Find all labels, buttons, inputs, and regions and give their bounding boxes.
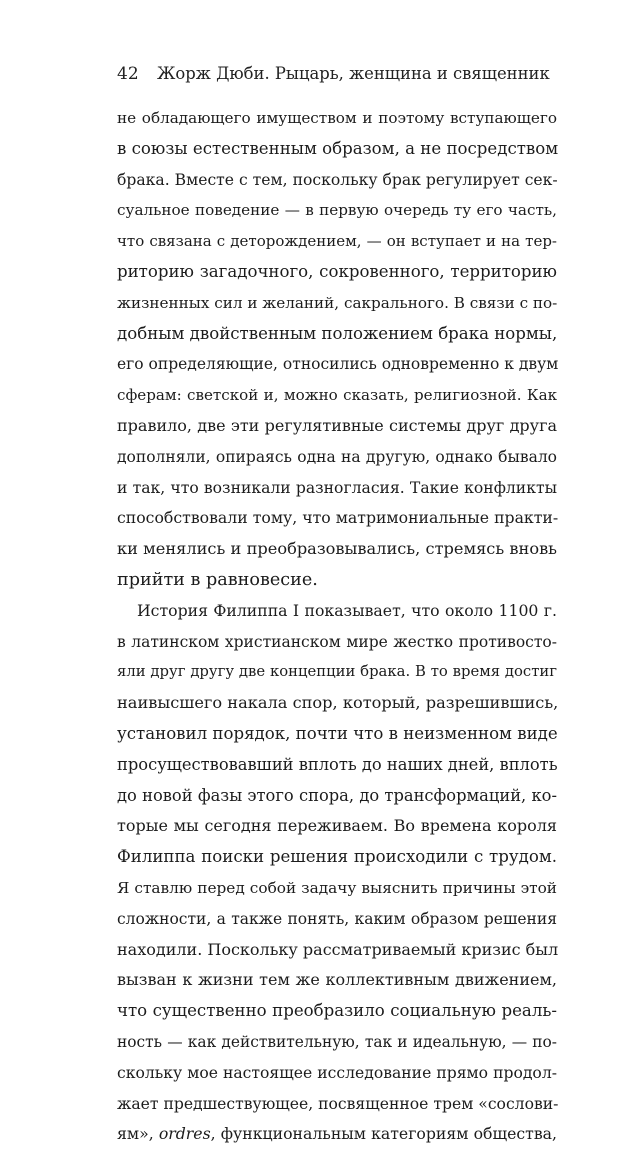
text-line: риторию загадочного, сокровенного, территорию xyxy=(117,261,557,281)
text-line: жизненных сил и желаний, сакрального. В связи с по- xyxy=(117,293,558,312)
body-text xyxy=(117,103,557,1150)
text-line: в союзы естественным образом, а не посредством xyxy=(117,138,559,158)
text-line: сферам: светской и, можно сказать, религиозной. Как xyxy=(117,386,557,405)
text-line: способствовали тому, что матримониальные практи- xyxy=(117,508,559,528)
text-line: Я ставлю перед собой задачу выяснить причины этой xyxy=(117,878,557,897)
text-line: История Филиппа I показывает, что около 1100 г. xyxy=(137,600,557,620)
running-header xyxy=(117,63,557,85)
text-line: яли друг другу две концепции брака. В то время достиг xyxy=(117,663,557,681)
text-line: вызван к жизни тем же коллективным движением, xyxy=(117,970,557,990)
text-line: наивысшего накала спор, который, разрешившись, xyxy=(117,693,559,713)
paragraph-2 xyxy=(117,596,557,1150)
text-fragment: , функциональным категориям общества, xyxy=(210,1124,557,1144)
text-line: не обладающего имуществом и поэтому вступающего xyxy=(117,109,557,127)
text-line: установил порядок, почти что в неизменном виде xyxy=(117,723,558,743)
text-line: дополняли, опираясь одна на другую, однако бывало xyxy=(117,447,557,466)
italic-term: ordres xyxy=(158,1124,211,1144)
text-line: Филиппа поиски решения происходили с трудом. xyxy=(117,847,557,867)
text-line: что связана с деторождением, — он вступает и на тер- xyxy=(117,232,557,251)
paragraph-1 xyxy=(117,103,557,596)
text-line: ки менялись и преобразовывались, стремясь вновь xyxy=(117,539,557,559)
text-line: в латинском христианском мире жестко противосто- xyxy=(117,632,557,651)
text-fragment: ям», xyxy=(117,1124,159,1144)
running-title: Жорж Дюби. Рыцарь, женщина и священник xyxy=(157,64,550,83)
text-line: и так, что возникали разногласия. Такие конфликты xyxy=(117,478,557,497)
text-line: сложности, а также понять, каким образом решения xyxy=(117,909,557,928)
text-line: его определяющие, относились одновременно к двум xyxy=(117,355,559,374)
text-line: что существенно преобразило социальную реаль- xyxy=(117,1001,557,1021)
text-line: ность — как действительную, так и идеальную, — по- xyxy=(117,1032,557,1051)
text-line: жает предшествующее, посвященное трем «сослови- xyxy=(117,1094,559,1113)
text-line: торые мы сегодня переживаем. Во времена короля xyxy=(117,816,557,836)
text-line: добным двойственным положением брака нормы, xyxy=(117,323,558,343)
text-line: скольку мое настоящее исследование прямо продол- xyxy=(117,1063,557,1082)
text-line: прийти в равновесие. xyxy=(117,569,318,590)
text-line: суальное поведение — в первую очередь ту его часть, xyxy=(117,201,557,220)
text-line: просуществовавший вплоть до наших дней, вплоть xyxy=(117,754,558,774)
page-number: 42 xyxy=(117,64,139,84)
text-line: брака. Вместе с тем, поскольку брак регулирует сек- xyxy=(117,170,558,189)
text-line: до новой фазы этого спора, до трансформаций, ко- xyxy=(117,785,557,805)
text-line: находили. Поскольку рассматриваемый кризис был xyxy=(117,939,559,959)
text-line: правило, две эти регулятивные системы друг друга xyxy=(117,415,557,435)
text-line xyxy=(117,1119,557,1150)
